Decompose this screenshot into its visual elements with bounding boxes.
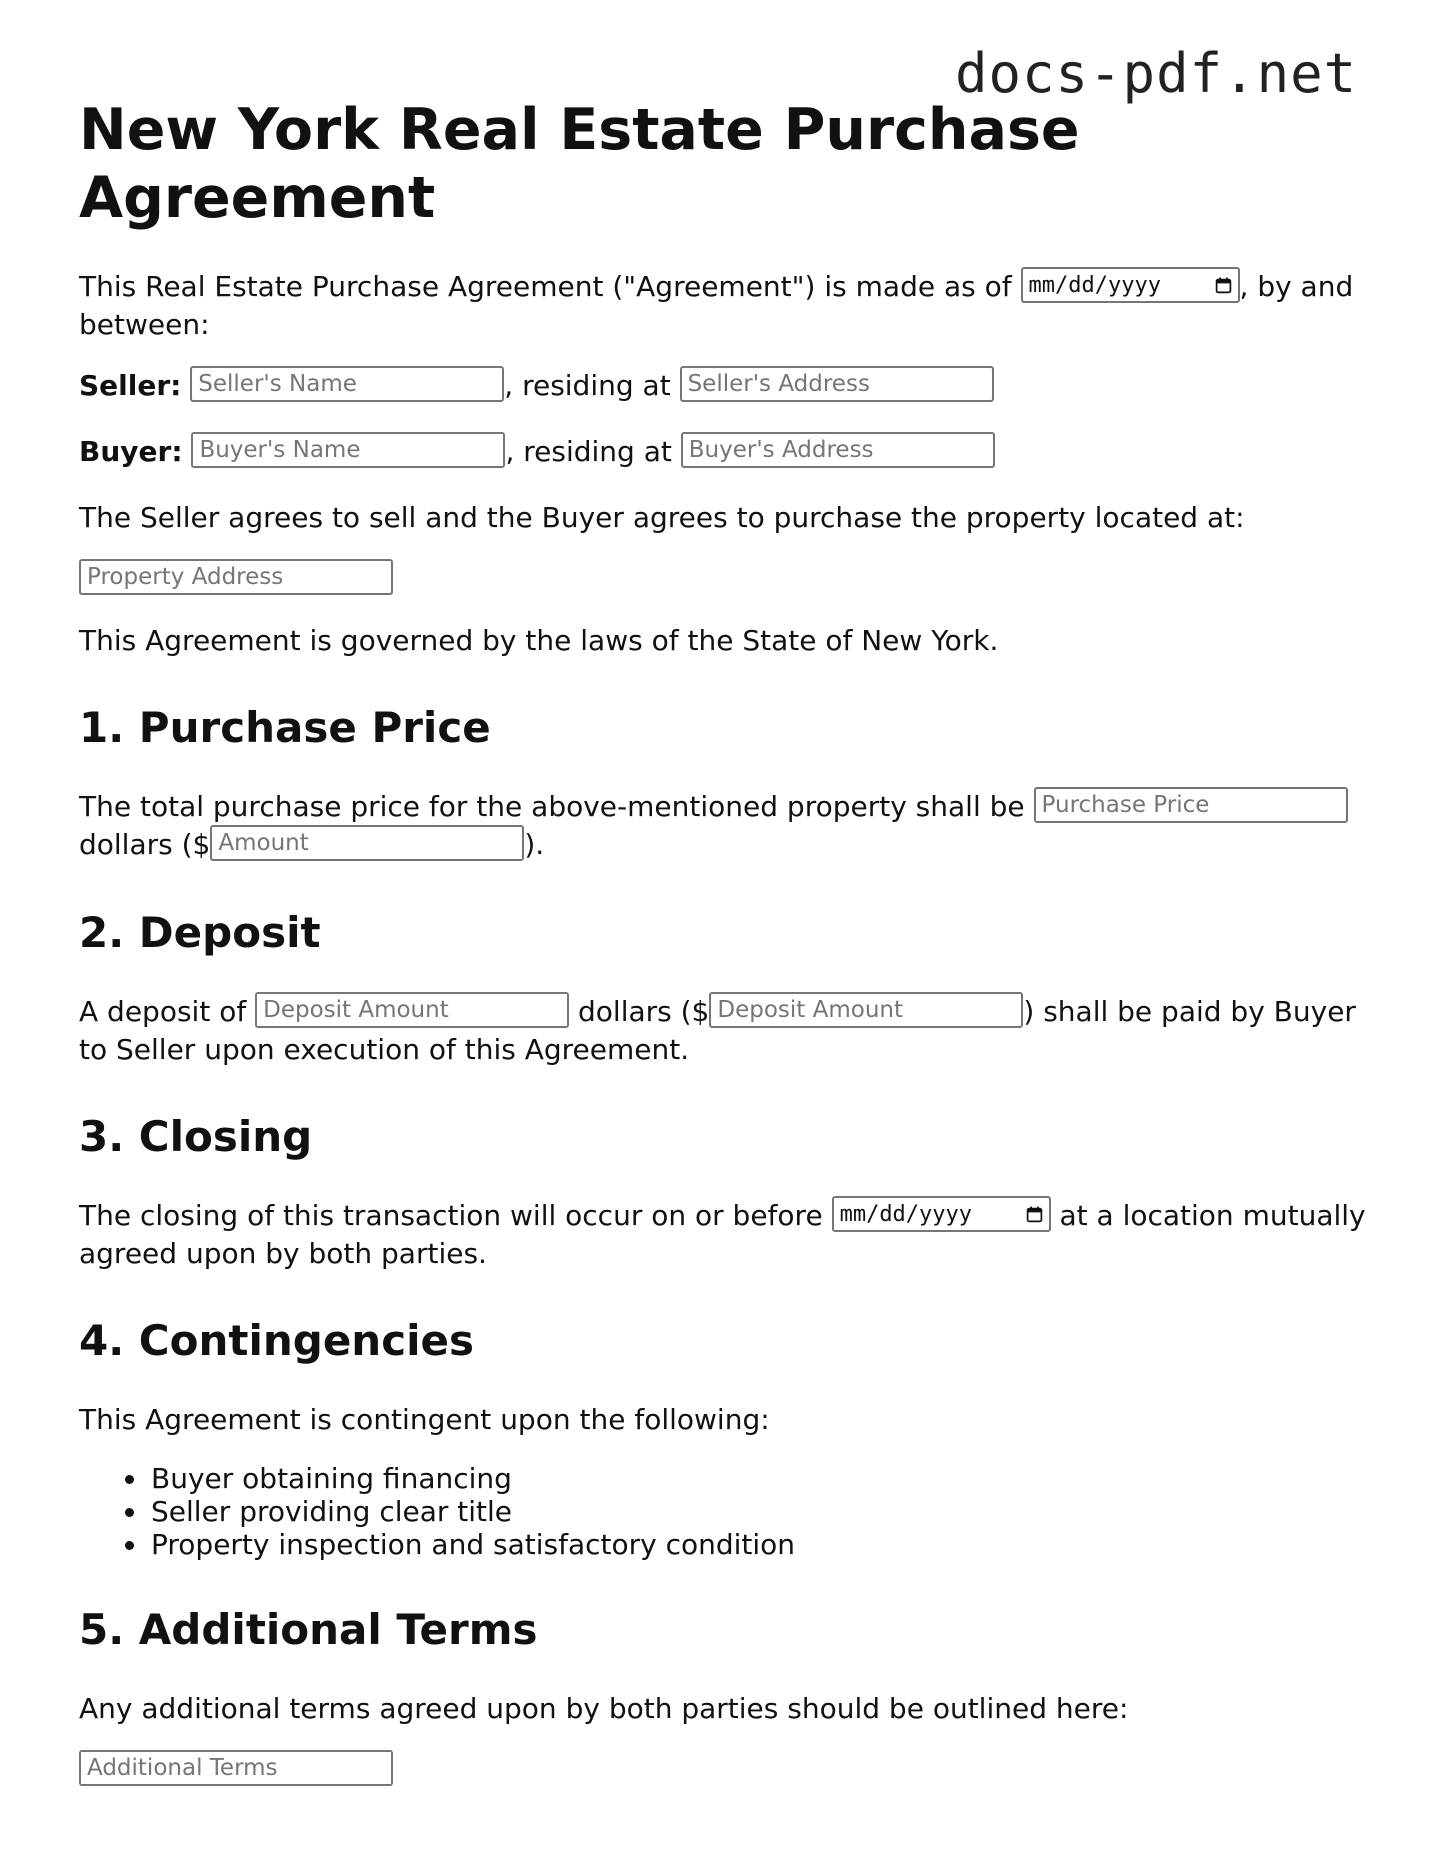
buyer-name-input[interactable]	[191, 432, 505, 468]
deposit-heading: 2. Deposit	[79, 908, 321, 957]
purchase-amount-input[interactable]	[210, 825, 524, 861]
closing-date-input[interactable]	[832, 1196, 1051, 1232]
intro-text-after: , by and between:	[79, 270, 1354, 341]
seller-residing-text: , residing at	[504, 369, 671, 402]
intro-paragraph	[79, 268, 1369, 343]
calendar-icon[interactable]	[1215, 277, 1232, 294]
list-item: • Buyer obtaining financing	[149, 1462, 1369, 1495]
purchase-text: The total purchase price for the above-mentioned property shall be	[79, 790, 1025, 823]
additional-terms-input[interactable]	[79, 1750, 393, 1786]
governing-law-paragraph: This Agreement is governed by the laws of the State of New York.	[79, 624, 999, 657]
list-item: • Property inspection and satisfactory condition	[149, 1528, 1369, 1561]
property-row	[79, 560, 1369, 598]
closing-paragraph	[79, 1197, 1369, 1272]
page-title: New York Real Estate Purchase Agreement	[79, 97, 1080, 231]
deposit-text: A deposit of	[79, 995, 247, 1028]
contingencies-paragraph: This Agreement is contingent upon the following:	[79, 1403, 770, 1436]
agreement-date-input[interactable]	[1021, 267, 1240, 303]
additional-terms-heading: 5. Additional Terms	[79, 1605, 538, 1654]
deposit-paragraph	[79, 993, 1369, 1068]
buyer-address-input[interactable]	[681, 432, 995, 468]
closing-heading: 3. Closing	[79, 1112, 313, 1161]
closing-text-after: at a location mutually agreed upon by both parties.	[79, 1199, 1366, 1270]
deposit-amount-numeric-input[interactable]	[709, 992, 1023, 1028]
list-item: • Seller providing clear title	[149, 1495, 1369, 1528]
additional-terms-paragraph: Any additional terms agreed upon by both parties should be outlined here:	[79, 1692, 1129, 1725]
purchase-price-input[interactable]	[1034, 787, 1348, 823]
site-watermark: docs-pdf.net	[955, 42, 1358, 105]
calendar-icon[interactable]	[1026, 1206, 1043, 1223]
deposit-amount-input[interactable]	[255, 992, 569, 1028]
deposit-close-text: ) shall be paid by Buyer to Seller upon execution of this Agreement.	[79, 995, 1356, 1066]
agreement-date-placeholder: mm/dd/yyyy	[1028, 272, 1161, 298]
seller-row	[79, 367, 1369, 405]
buyer-row	[79, 433, 1369, 471]
purchase-price-heading: 1. Purchase Price	[79, 703, 491, 752]
property-address-input[interactable]	[79, 559, 393, 595]
closing-date-placeholder: mm/dd/yyyy	[839, 1201, 973, 1227]
seller-name-input[interactable]	[190, 366, 504, 402]
agreement-form	[79, 96, 1369, 1813]
contingencies-list	[79, 1462, 1369, 1561]
intro-text: This Real Estate Purchase Agreement ("Agreement") is made as of	[79, 270, 1012, 303]
closing-text: The closing of this transaction will occur on or before	[79, 1199, 823, 1232]
contingencies-heading: 4. Contingencies	[79, 1316, 474, 1365]
purchase-close-text: ).	[524, 828, 545, 861]
buyer-label: Buyer:	[79, 435, 183, 468]
additional-terms-row	[79, 1751, 1369, 1789]
buyer-residing-text: , residing at	[505, 435, 672, 468]
purchase-price-paragraph	[79, 788, 1369, 864]
seller-address-input[interactable]	[680, 366, 994, 402]
deposit-dollars-text: dollars ($	[578, 995, 710, 1028]
purchase-dollars-text: dollars ($	[79, 828, 211, 861]
seller-label: Seller:	[79, 369, 182, 402]
property-paragraph: The Seller agrees to sell and the Buyer agrees to purchase the property located at:	[79, 501, 1245, 534]
